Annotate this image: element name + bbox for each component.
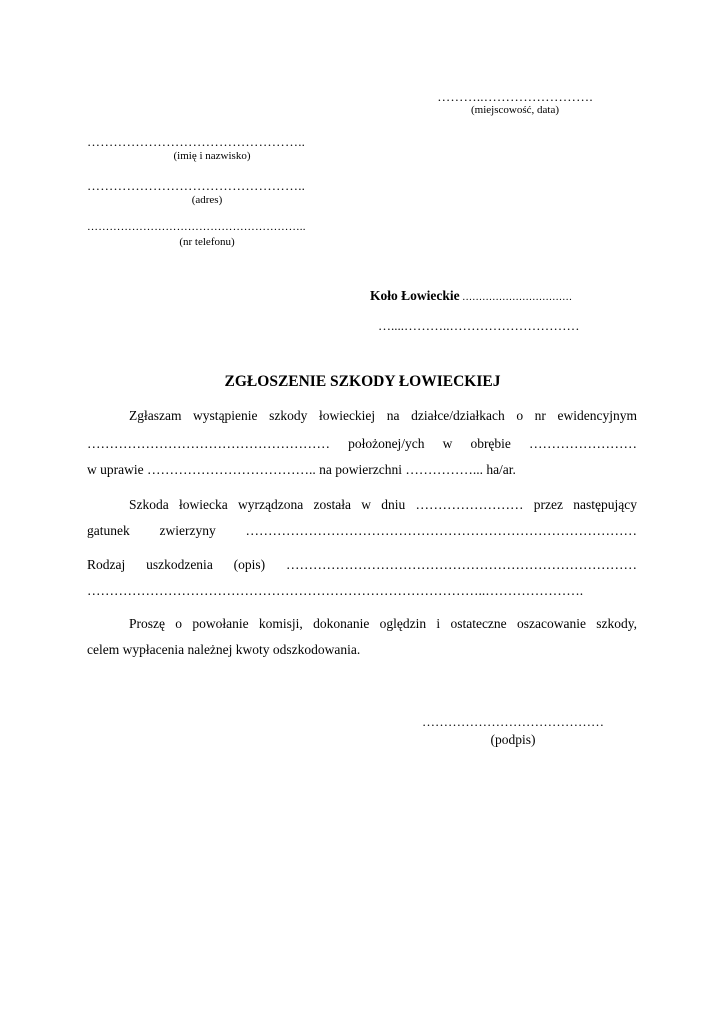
paragraph-4-line-1: Proszę o powołanie komisji, dokonanie oględzin i ostateczne oszacowanie szkody,: [129, 616, 637, 631]
name-label: (imię i nazwisko): [173, 150, 251, 162]
paragraph-1-line-3: w uprawie ……………………………….. na powierzchni ……………... ha/ar.: [87, 462, 516, 477]
name-field[interactable]: …………………………………………..: [87, 134, 306, 149]
signature-field[interactable]: ……………………………………: [422, 714, 604, 729]
signature-label: (podpis): [490, 732, 536, 747]
document-title: ZGŁOSZENIE SZKODY ŁOWIECKIEJ: [224, 373, 501, 390]
club-address-field[interactable]: …....………..…………………………: [378, 318, 580, 333]
address-label: (adres): [191, 194, 223, 206]
address-field[interactable]: …………………………………………..: [87, 178, 306, 193]
paragraph-2-line-1: Szkoda łowiecka wyrządzona została w dniu …………………… przez następujący: [129, 497, 637, 512]
phone-field[interactable]: …………………………………………………..: [87, 221, 306, 233]
paragraph-4-line-2: celem wypłacenia należnej kwoty odszkodowania.: [87, 642, 361, 657]
paragraph-1-line-1: Zgłaszam wystąpienie szkody łowieckiej na działce/działkach o nr ewidencyjnym: [129, 408, 637, 423]
club-label: Koło Łowieckie: [370, 288, 460, 303]
paragraph-2-line-2: gatunek zwierzyny ……………………………………………………………………………: [87, 523, 637, 538]
paragraph-1-line-2: ……………………………………………… położonej/ych w obrębie ……………………: [87, 436, 637, 451]
damage-description-line-1: Rodzaj uszkodzenia (opis) ……………………………………………………………………: [87, 557, 637, 572]
place-date-label: (miejscowość, data): [471, 104, 559, 116]
club-name-field[interactable]: ……………………………: [459, 292, 573, 303]
club-addressee: [370, 288, 572, 304]
place-date-field[interactable]: ………..…………………….: [437, 89, 593, 104]
phone-label: (nr telefonu): [179, 236, 235, 248]
damage-description-line-2[interactable]: ……………………………………………………………………………..………………….: [87, 583, 584, 598]
